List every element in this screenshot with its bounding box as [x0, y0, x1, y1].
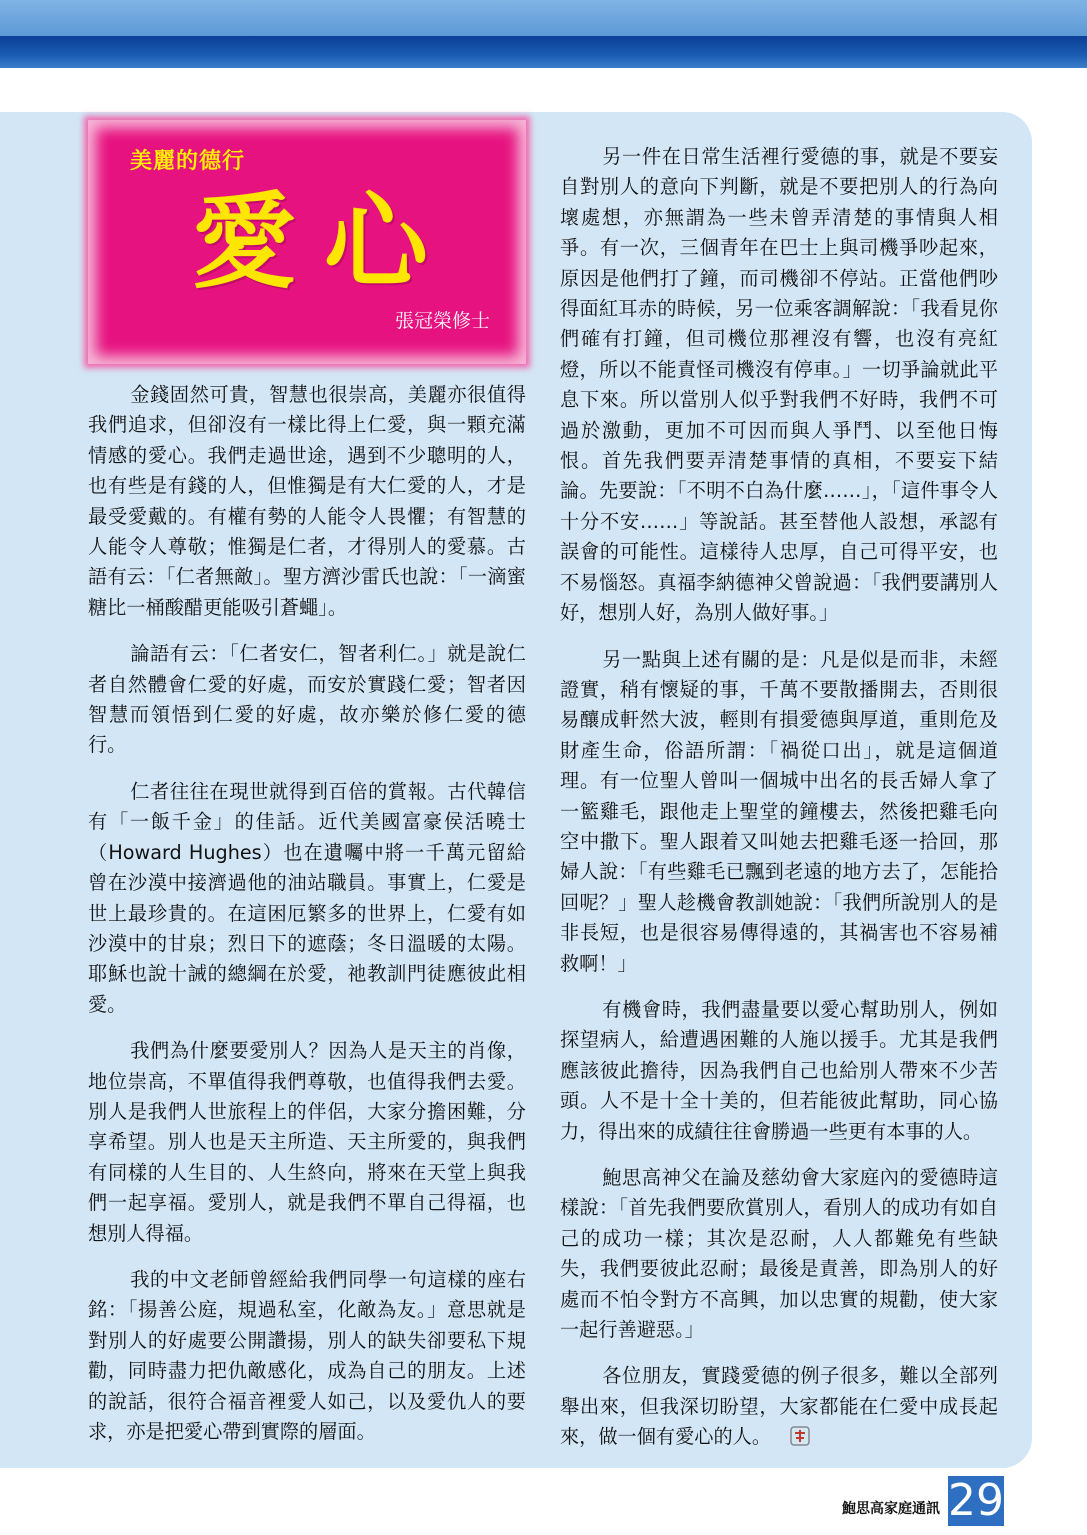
left-column	[88, 380, 526, 1463]
paragraph: 我們為什麼要愛別人？因為人是天主的肖像，地位崇高，不單值得我們尊敬，也值得我們去愛。別人是我們人世旅程上的伴侶，大家分擔困難，分享希望。別人也是天主所造、天主所愛的，與我們有同樣的人生目的、人生終向，將來在天堂上與我們一起享福。愛別人，就是我們不單自己得福，也想別人得福。	[88, 1039, 526, 1245]
publication-name: 鮑思高家庭通訊	[842, 1501, 940, 1517]
author-name: 張冠榮修士	[394, 310, 490, 332]
paragraph: 鮑思高神父在論及慈幼會大家庭內的愛德時這樣說：「首先我們要欣賞別人，看別人的成功有如自己的成功一樣；其次是忍耐，人人都難免有些缺失，我們要彼此忍耐；最後是責善，即為別人的好處而不怕令對方不高興，加以忠實的規勸，使大家一起行善避惡。」	[560, 1166, 998, 1342]
title-box	[88, 120, 526, 364]
page-number-box	[948, 1476, 1004, 1526]
paragraph: 金錢固然可貴，智慧也很崇高，美麗亦很值得我們追求，但卻沒有一樣比得上仁愛，與一顆充滿情感的愛心。我們走過世途，遇到不少聰明的人，也有些是有錢的人，但惟獨是有大仁愛的人，才是最受愛戴的。有權有勢的人能令人畏懼；有智慧的人能令人尊敬；惟獨是仁者，才得別人的愛慕。古語有云：「仁者無敵」。聖方濟沙雷氏也說：「一滴蜜糖比一桶酸醋更能吸引蒼蠅」。	[88, 383, 526, 619]
series-label: 美麗的德行	[130, 149, 246, 174]
paragraph: 另一件在日常生活裡行愛德的事，就是不要妄自對別人的意向下判斷，就是不要把別人的行為向壞處想，亦無謂為一些未曾弄清楚的事情與人相爭。有一次，三個青年在巴士上與司機爭吵起來，原因是他們打了鐘，而司機卻不停站。正當他們吵得面紅耳赤的時候，另一位乘客調解說：「我看見你們確有打鐘，但司機位那裡沒有響，也沒有亮紅燈，所以不能責怪司機沒有停車。」一切爭論就此平息下來。所以當別人似乎對我們不好時，我們不可過於激動，更加不可因而與人爭鬥、以至他日悔恨。首先我們要弄清楚事情的真相，不要妄下結論。先要說：「不明不白為什麼……」，「這件事令人十分不安……」等說話。甚至替他人設想，承認有誤會的可能性。這樣待人忠厚，自己可得平安，也不易惱怒。真福李納德神父曾說過：「我們要講別人好，想別人好，為別人做好事。」	[560, 145, 998, 625]
paragraph-final	[560, 1361, 998, 1452]
paragraph: 另一點與上述有關的是：凡是似是而非，未經證實，稍有懷疑的事，千萬不要散播開去，否則很易釀成軒然大波，輕則有損愛德與厚道，重則危及財產生命，俗語所謂：「禍從口出」，就是這個道理。有一位聖人曾叫一個城中出名的長舌婦人拿了一籃雞毛，跟他走上聖堂的鐘樓去，然後把雞毛向空中撒下。聖人跟着又叫她去把雞毛逐一拾回，那婦人說：「有些雞毛已飄到老遠的地方去了，怎能拾回呢？」聖人趁機會教訓她說：「我們所說別人的是非長短，也是很容易傳得遠的，其禍害也不容易補救啊！」	[560, 647, 998, 975]
right-column	[560, 142, 998, 1469]
page-number: 29	[948, 1475, 1004, 1526]
article-title: 愛心	[192, 180, 457, 303]
paragraph-text: 各位朋友，實踐愛德的例子很多，難以全部列舉出來，但我深切盼望，大家都能在仁愛中成長起來，做一個有愛心的人。	[560, 1364, 998, 1449]
header-band-light	[0, 0, 1087, 36]
paragraph: 論語有云：「仁者安仁，智者利仁。」就是說仁者自然體會仁愛的好處，而安於實踐仁愛；智者因智慧而領悟到仁愛的好處，故亦樂於修仁愛的德行。	[88, 642, 526, 757]
seal-icon	[789, 1425, 811, 1447]
paragraph: 仁者往往在現世就得到百倍的賞報。古代韓信有「一飯千金」的佳話。近代美國富豪侯活曉士（Howard Hughes）也在遺囑中將一千萬元留給曾在沙漠中接濟過他的油站職員。事實上，仁愛是世上最珍貴的。在這困厄繁多的世界上，仁愛有如沙漠中的甘泉；烈日下的遮蔭；冬日溫暖的太陽。耶穌也說十誡的總綱在於愛，祂教訓門徒應彼此相愛。	[88, 779, 526, 1016]
paragraph: 我的中文老師曾經給我們同學一句這樣的座右銘：「揚善公庭，規過私室，化敵為友。」意思就是對別人的好處要公開讚揚，別人的缺失卻要私下規勸，同時盡力把仇敵感化，成為自己的朋友。上述的說話，很符合福音裡愛人如己，以及愛仇人的要求，亦是把愛心帶到實際的層面。	[88, 1267, 526, 1443]
paragraph: 有機會時，我們盡量要以愛心幫助別人，例如探望病人，給遭遇困難的人施以援手。尤其是我們應該彼此擔待，因為我們自己也給別人帶來不少苦頭。人不是十全十美的，但若能彼此幫助，同心協力，得出來的成績往往會勝過一些更有本事的人。	[560, 997, 998, 1143]
header-band-dark	[0, 36, 1087, 68]
